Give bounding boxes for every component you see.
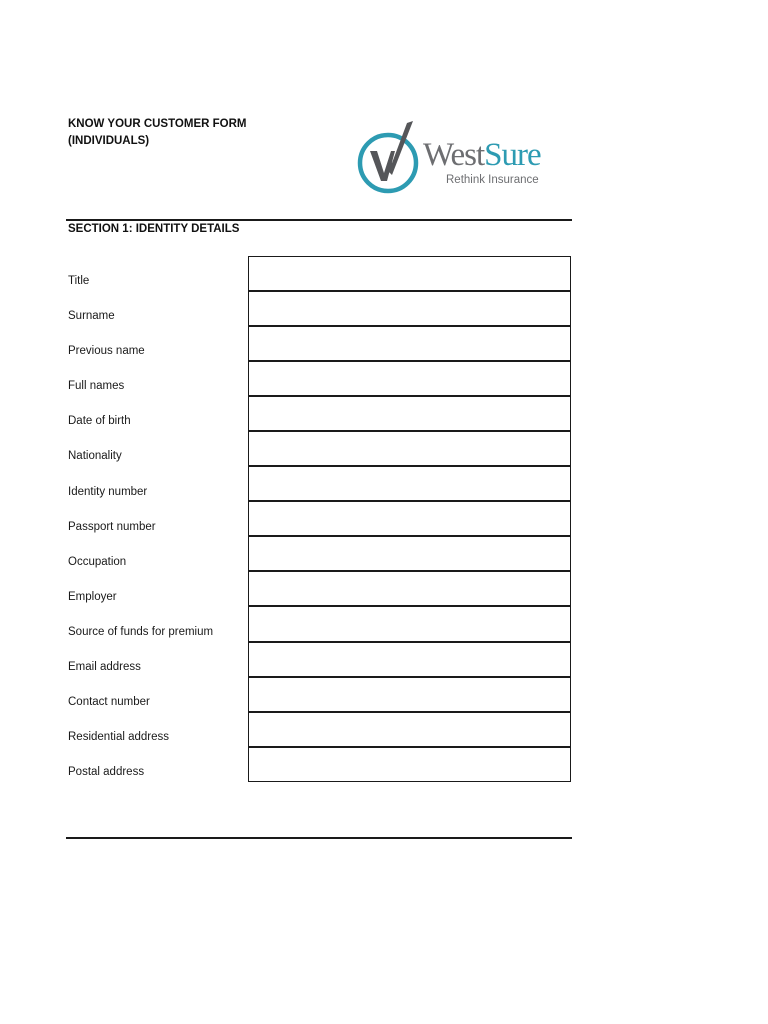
occupation-field[interactable]: [248, 536, 571, 571]
field-label: Occupation: [68, 555, 127, 568]
field-row: [0, 396, 768, 431]
contact-number-field[interactable]: [248, 677, 571, 712]
field-label: Contact number: [68, 696, 150, 709]
brand-west-text: West: [423, 137, 485, 173]
date-of-birth-field[interactable]: [248, 396, 571, 431]
field-row: [0, 256, 768, 291]
field-label: Identity number: [68, 485, 148, 498]
field-label: Previous name: [68, 345, 145, 358]
top-divider: [66, 219, 572, 221]
field-label: Nationality: [68, 450, 122, 463]
identity-number-field[interactable]: [248, 466, 571, 501]
field-label: Residential address: [68, 731, 170, 744]
full-names-field[interactable]: [248, 361, 571, 396]
form-title-line2: (INDIVIDUALS): [68, 135, 150, 147]
field-row: [0, 361, 768, 396]
employer-field[interactable]: [248, 571, 571, 606]
field-row: [0, 326, 768, 361]
field-label: Surname: [68, 310, 115, 323]
field-label: Postal address: [68, 766, 145, 779]
field-row: [0, 607, 768, 642]
field-row: [0, 467, 768, 502]
checkmark-circle-icon: [355, 115, 555, 211]
field-row: [0, 502, 768, 537]
field-row: [0, 642, 768, 677]
form-title: [68, 116, 246, 150]
section-heading: SECTION 1: IDENTITY DETAILS: [68, 223, 240, 235]
field-label: Employer: [68, 590, 117, 603]
nationality-field[interactable]: [248, 431, 571, 466]
source-of-funds-for-premium-field[interactable]: [248, 606, 571, 641]
title-field[interactable]: [248, 256, 571, 291]
field-row: [0, 431, 768, 466]
form-title-line1: KNOW YOUR CUSTOMER FORM: [68, 118, 247, 130]
field-row: [0, 291, 768, 326]
field-row: [0, 572, 768, 607]
field-label: Email address: [68, 661, 141, 674]
postal-address-field[interactable]: [248, 747, 571, 782]
previous-name-field[interactable]: [248, 326, 571, 361]
logo-tagline: Rethink Insurance: [446, 174, 539, 186]
field-label: Title: [68, 275, 90, 287]
westsure-logo: [355, 115, 555, 211]
field-label: Source of funds for premium: [68, 625, 214, 638]
svg-text:WestSure: [423, 137, 541, 173]
email-address-field[interactable]: [248, 642, 571, 677]
residential-address-field[interactable]: [248, 712, 571, 747]
field-label: Date of birth: [68, 415, 131, 428]
identity-fields: [0, 256, 768, 782]
field-row: [0, 537, 768, 572]
field-label: Full names: [68, 380, 125, 393]
field-row: [0, 712, 768, 747]
bottom-divider: [66, 837, 572, 839]
field-row: [0, 677, 768, 712]
passport-number-field[interactable]: [248, 501, 571, 536]
field-label: Passport number: [68, 520, 156, 533]
brand-sure-text: Sure: [484, 137, 541, 173]
field-row: [0, 747, 768, 782]
surname-field[interactable]: [248, 291, 571, 326]
